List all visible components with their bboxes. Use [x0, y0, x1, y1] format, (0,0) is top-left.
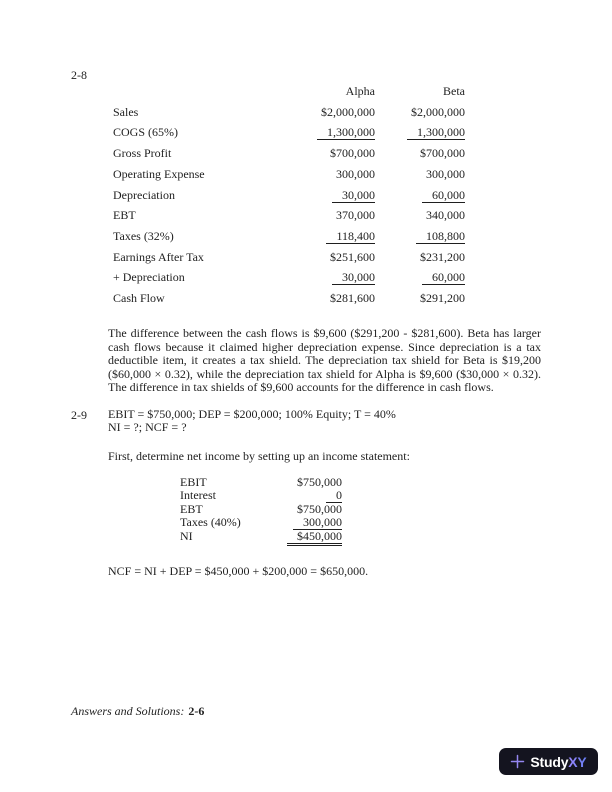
row-value: 0: [326, 488, 342, 503]
table-row: [113, 226, 465, 247]
column-header-beta: Beta: [443, 84, 465, 98]
row-label: Cash Flow: [113, 291, 165, 306]
table-row: [113, 102, 465, 123]
table-row: [113, 205, 465, 226]
explanation-paragraph: The difference between the cash flows is $9,600 ($291,200 - $281,600). Beta has larger cash flows because it claimed higher depreciation expense. Since depreciation is a tax deductible item, it creates a tax shield. The depreciation tax shield for Beta is $19,200 ($60,000 × 0.32), while the depreciation tax shield for Alpha is $9,600 ($30,000 × 0.32). The difference in tax shields of $9,600 accounts for the difference in cash flows.: [108, 326, 541, 395]
alpha-value: 30,000: [332, 188, 375, 203]
beta-value: 108,800: [416, 229, 465, 244]
alpha-value: $700,000: [330, 146, 375, 161]
alpha-value: 30,000: [332, 270, 375, 285]
page-footer: [71, 704, 204, 719]
row-label: Sales: [113, 104, 139, 119]
row-label: Earnings After Tax: [113, 249, 204, 264]
beta-value: 340,000: [426, 208, 465, 223]
alpha-value: $251,600: [330, 249, 375, 264]
row-label: EBT: [180, 501, 203, 516]
row-label: EBIT: [180, 475, 207, 489]
row-label: Taxes (32%): [113, 228, 174, 243]
row-label: Interest: [180, 488, 216, 503]
row-label: + Depreciation: [113, 270, 185, 285]
problem-number-2-9: 2-9: [71, 408, 87, 422]
table-row: [113, 247, 465, 268]
table-header-row: [113, 81, 465, 102]
footer-label: Answers and Solutions:: [71, 704, 185, 718]
alpha-value: 370,000: [336, 208, 375, 223]
beta-value: 60,000: [422, 188, 465, 203]
ncf-result-line: NCF = NI + DEP = $450,000 + $200,000 = $650,000.: [108, 564, 369, 578]
row-value: $750,000: [297, 475, 342, 489]
column-header-alpha: Alpha: [345, 84, 375, 98]
row-label: NI: [180, 528, 193, 543]
table-row: [113, 185, 465, 206]
beta-value: 300,000: [426, 166, 465, 181]
statement-row: [180, 516, 342, 529]
statement-row: [180, 503, 342, 516]
alpha-value: $2,000,000: [321, 104, 375, 119]
row-value: $450,000: [287, 529, 342, 546]
beta-value: 1,300,000: [407, 125, 465, 140]
income-statement: [180, 476, 342, 543]
table-row: [113, 288, 465, 309]
given-line-2: NI = ?; NCF = ?: [108, 420, 187, 435]
plus-icon: [510, 754, 525, 769]
row-label: COGS (65%): [113, 125, 178, 140]
alpha-value: $281,600: [330, 291, 375, 306]
table-row: [113, 267, 465, 288]
beta-value: $700,000: [420, 146, 465, 161]
alpha-value: 1,300,000: [317, 125, 375, 140]
beta-value: 60,000: [422, 270, 465, 285]
row-label: EBT: [113, 208, 136, 223]
header-spacer: [113, 81, 253, 102]
row-label: Operating Expense: [113, 166, 205, 181]
financial-table-2-8: [113, 81, 465, 309]
given-line-1: EBIT = $750,000; DEP = $200,000; 100% Equity; T = 40%: [108, 407, 396, 421]
row-label: Taxes (40%): [180, 515, 241, 530]
problem-number-2-8: 2-8: [71, 68, 87, 82]
logo-text-accent: XY: [568, 753, 587, 770]
logo-text: [530, 754, 586, 770]
given-data: [108, 408, 396, 434]
row-label: Gross Profit: [113, 146, 172, 161]
logo-text-primary: Study: [530, 753, 569, 770]
footer-page-ref: 2-6: [188, 704, 205, 718]
row-value: $750,000: [297, 501, 342, 516]
intro-line: First, determine net income by setting up an income statement:: [108, 449, 410, 463]
row-label: Depreciation: [113, 187, 175, 202]
table-row: [113, 143, 465, 164]
studyxy-logo: [499, 748, 598, 775]
table-row: [113, 164, 465, 185]
statement-row: [180, 489, 342, 502]
statement-row: [180, 530, 342, 543]
row-value: 300,000: [293, 515, 342, 530]
table-row: [113, 122, 465, 143]
beta-value: $2,000,000: [411, 104, 465, 119]
alpha-value: 118,400: [326, 229, 375, 244]
alpha-value: 300,000: [336, 166, 375, 181]
statement-row: [180, 476, 342, 489]
beta-value: $231,200: [420, 249, 465, 264]
beta-value: $291,200: [420, 291, 465, 306]
